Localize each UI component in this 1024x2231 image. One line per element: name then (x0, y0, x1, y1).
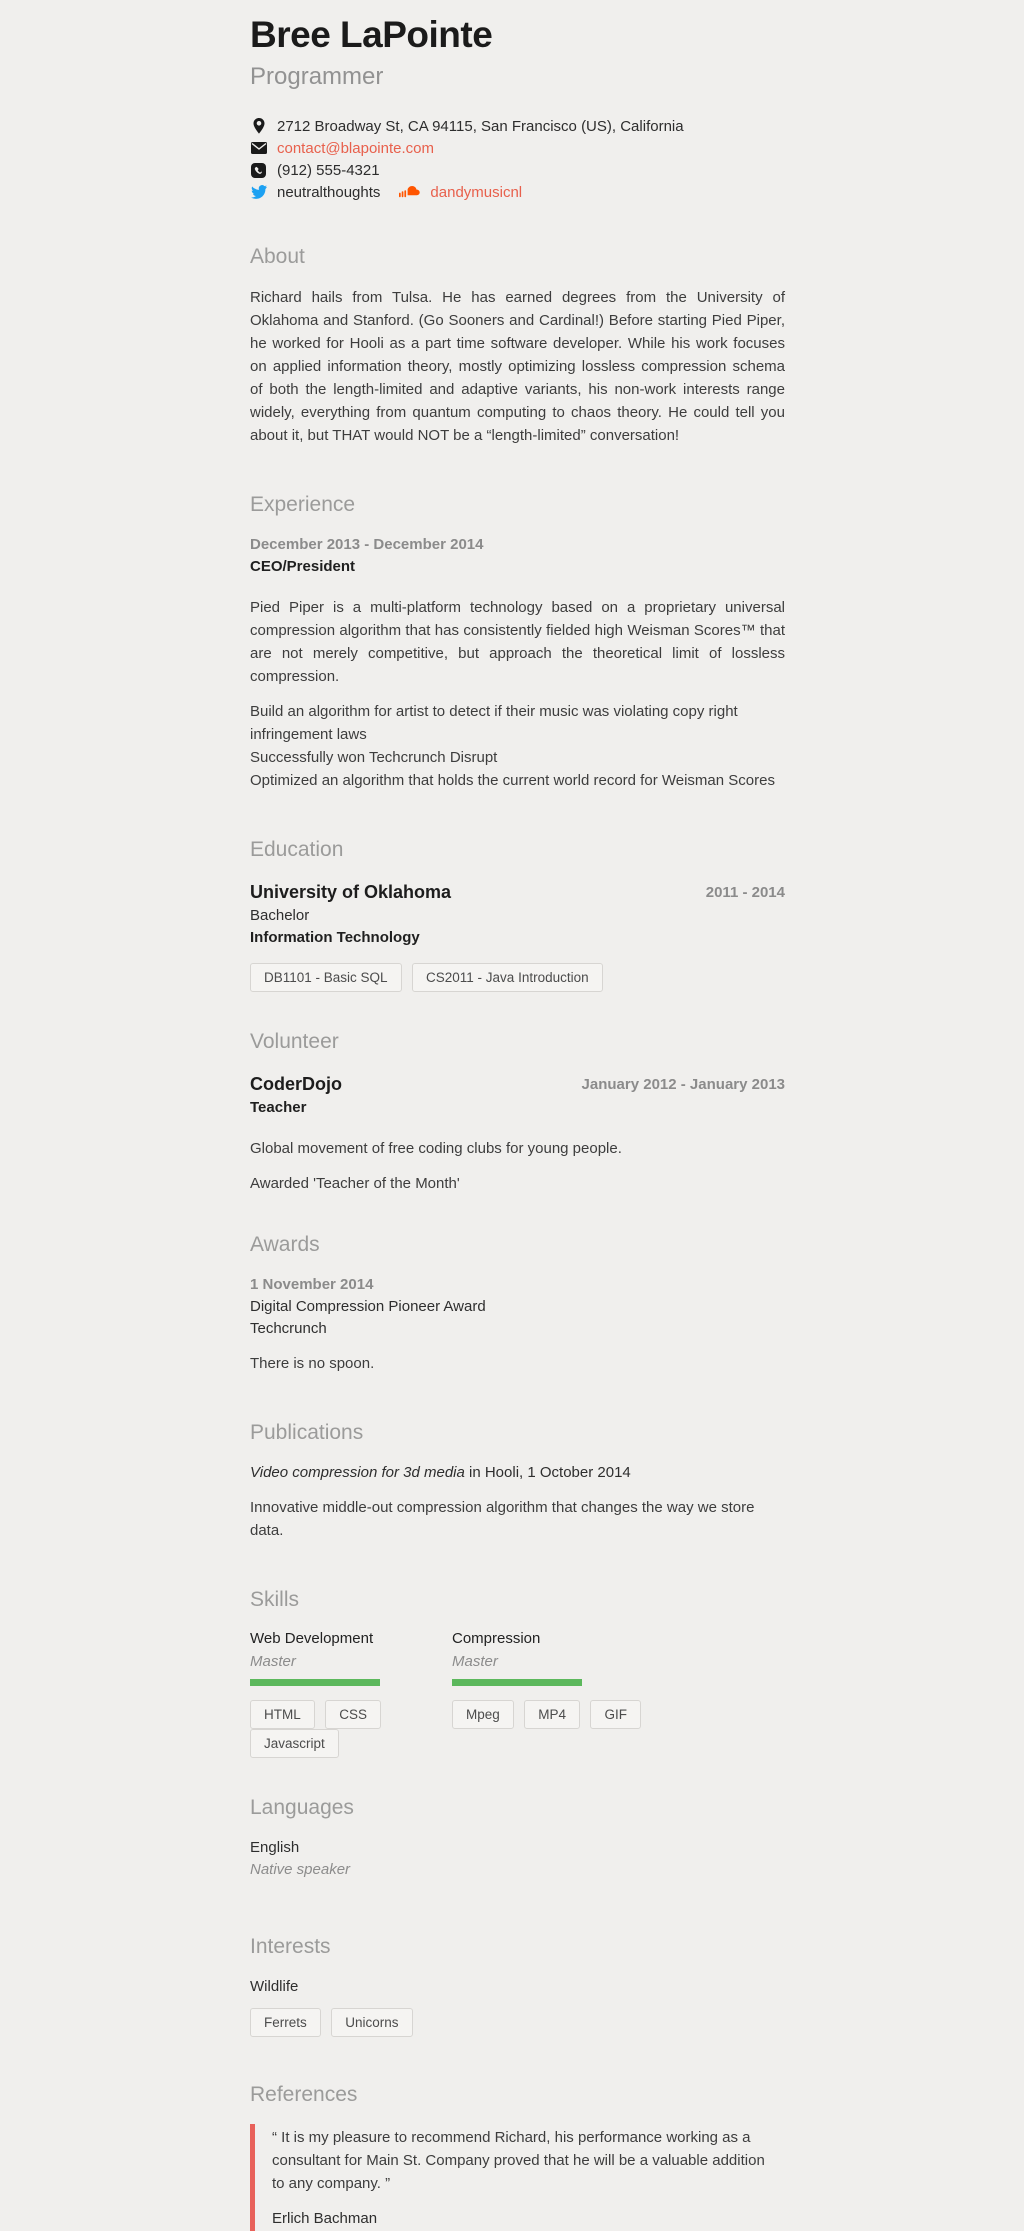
section-references (250, 2083, 785, 2231)
volunteer-date-range: January 2012 - January 2013 (581, 1076, 785, 1093)
education-date-range: 2011 - 2014 (705, 884, 785, 901)
experience-date-range: December 2013 - December 2014 (250, 536, 484, 553)
volunteer-summary: Global movement of free coding clubs for young people. (250, 1140, 622, 1157)
soundcloud-icon (398, 186, 420, 198)
language-name: English (250, 1839, 300, 1856)
skill-badge: MP4 (524, 1700, 580, 1729)
award-summary: There is no spoon. (250, 1355, 375, 1372)
skill-keywords (250, 1700, 452, 1758)
contact-block (250, 115, 785, 203)
award-awarder: Techcrunch (250, 1320, 327, 1337)
languages-heading: Languages (250, 1796, 354, 1819)
skill-level: Master (452, 1653, 498, 1670)
reference-author: Erlich Bachman (272, 2210, 378, 2227)
publication-line (250, 1462, 785, 1484)
volunteer-entry-head (250, 1071, 785, 1097)
skill-badge: HTML (250, 1700, 315, 1729)
twitter-handle: neutralthoughts (277, 183, 381, 201)
contact-address-row (250, 115, 785, 137)
contact-email-row (250, 137, 785, 159)
section-about (250, 245, 785, 447)
experience-summary: Pied Piper is a multi-platform technology based on a proprietary universal compression algorithm that has consistently fielded high Weisman Scores™ that are not merely competitive, but approach the theoretical limit of lossless compression. (250, 599, 785, 685)
twitter-icon (250, 185, 267, 199)
contact-phone: (912) 555-4321 (277, 161, 380, 179)
experience-highlight: Optimized an algorithm that holds the current world record for Weisman Scores (250, 772, 775, 789)
interest-keywords (250, 2008, 785, 2037)
experience-heading: Experience (250, 493, 356, 516)
section-volunteer (250, 1030, 785, 1195)
skill-name: Compression (452, 1630, 541, 1647)
education-major: Information Technology (250, 929, 420, 946)
volunteer-organization: CoderDojo (250, 1074, 342, 1094)
reference-quote-text: “ It is my pleasure to recommend Richard, his performance working as a consultant for Main St. Company proved that he will be a valuable addition to any company. ” (272, 2129, 765, 2192)
contact-email-link[interactable]: contact@blapointe.com (277, 139, 434, 157)
reference-quote-block (250, 2124, 785, 2231)
education-degree: Bachelor (250, 907, 310, 924)
skill-level-bar (452, 1679, 582, 1686)
language-fluency: Native speaker (250, 1861, 351, 1878)
skill-badge: Mpeg (452, 1700, 514, 1729)
experience-highlights (250, 700, 785, 792)
section-awards (250, 1233, 785, 1375)
experience-highlight: Build an algorithm for artist to detect if their music was violating copy right infringement laws (250, 703, 738, 743)
section-publications (250, 1421, 785, 1542)
skill-badge: GIF (590, 1700, 641, 1729)
skill-level-bar (250, 1679, 380, 1686)
location-icon (250, 118, 267, 134)
skills-row (250, 1629, 785, 1758)
interest-badge: Unicorns (331, 2008, 412, 2037)
volunteer-heading: Volunteer (250, 1030, 339, 1053)
soundcloud-link[interactable]: dandymusicnl (430, 183, 523, 201)
contact-social-row (250, 181, 785, 203)
about-text: Richard hails from Tulsa. He has earned degrees from the University of Oklahoma and Stanford. (Go Sooners and Cardinal!) Before starting Pied Piper, he worked for Hooli as a part time software developer. While his work focuses on applied information theory, mostly optimizing lossless compression schema of both the length-limited and adaptive variants, his non-work interests range widely, everything from quantum computing to chaos theory. He could tell you about it, but THAT would NOT be a “length-limited” conversation! (250, 289, 785, 444)
person-name: Bree LaPointe (250, 14, 493, 55)
award-title: Digital Compression Pioneer Award (250, 1298, 486, 1315)
section-education (250, 838, 785, 992)
skill-web-development (250, 1629, 452, 1758)
experience-role: CEO/President (250, 558, 356, 575)
volunteer-highlight: Awarded 'Teacher of the Month' (250, 1175, 460, 1192)
about-heading: About (250, 245, 305, 268)
contact-phone-row (250, 159, 785, 181)
skill-level: Master (250, 1653, 296, 1670)
section-languages (250, 1796, 785, 1881)
skill-name: Web Development (250, 1630, 374, 1647)
interest-badge: Ferrets (250, 2008, 321, 2037)
course-badge: CS2011 - Java Introduction (412, 963, 603, 992)
skill-compression (452, 1629, 654, 1758)
awards-heading: Awards (250, 1233, 320, 1256)
contact-address: 2712 Broadway St, CA 94115, San Francisco (US), California (277, 117, 684, 135)
skill-badge: Javascript (250, 1729, 339, 1758)
course-badge: DB1101 - Basic SQL (250, 963, 402, 992)
references-heading: References (250, 2083, 358, 2106)
skills-heading: Skills (250, 1588, 300, 1611)
volunteer-role: Teacher (250, 1099, 307, 1116)
skill-badge: CSS (325, 1700, 381, 1729)
phone-icon (250, 163, 267, 178)
publication-title: Video compression for 3d media (250, 1464, 465, 1481)
education-heading: Education (250, 838, 344, 861)
interests-heading: Interests (250, 1935, 331, 1958)
education-entry-head (250, 879, 785, 905)
interest-name: Wildlife (250, 1978, 299, 1995)
publications-heading: Publications (250, 1421, 364, 1444)
section-interests (250, 1935, 785, 2037)
email-icon (250, 142, 267, 154)
education-courses (250, 963, 785, 992)
person-title: Programmer (250, 63, 384, 90)
education-institution: University of Oklahoma (250, 882, 452, 902)
publication-summary: Innovative middle-out compression algorithm that changes the way we store data. (250, 1499, 755, 1539)
experience-highlight: Successfully won Techcrunch Disrupt (250, 749, 498, 766)
section-experience (250, 493, 785, 792)
resume-document (250, 0, 785, 2231)
section-skills (250, 1588, 785, 1758)
publication-publisher: in Hooli, 1 October 2014 (464, 1464, 631, 1481)
skill-keywords (452, 1700, 654, 1729)
award-date: 1 November 2014 (250, 1276, 374, 1293)
